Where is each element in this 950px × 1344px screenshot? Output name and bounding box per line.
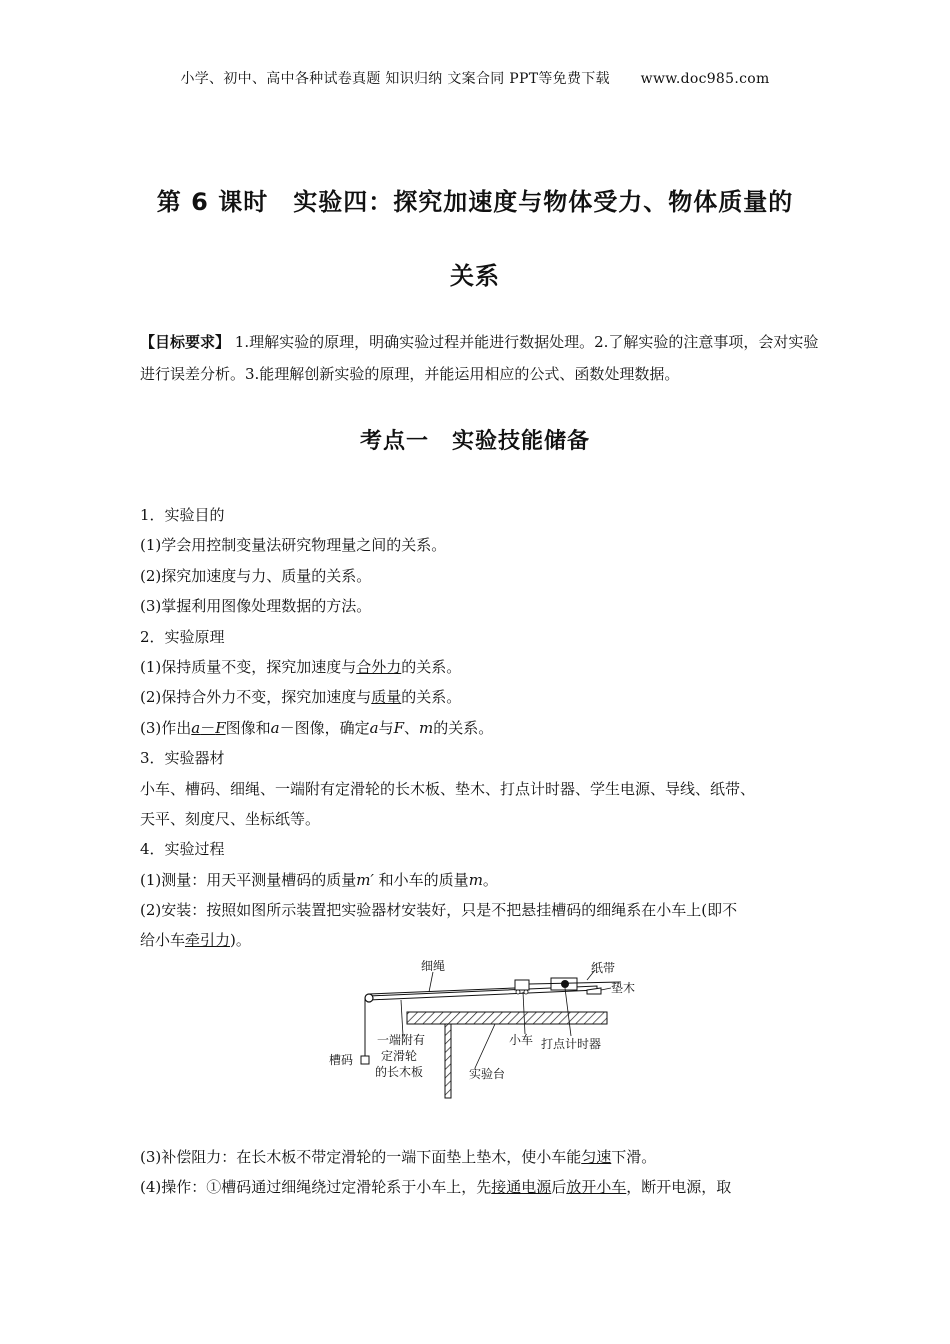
purpose-item-2: (2)探究加速度与力、质量的关系。 [140, 566, 372, 585]
car-icon [515, 980, 529, 990]
label-board-1: 一端附有 [377, 1033, 426, 1047]
equipment-line-1: 小车、槽码、细绳、一端附有定滑轮的长木板、垫木、打点计时器、学生电源、导线、纸带、 [140, 779, 756, 798]
label-car: 小车 [509, 1033, 534, 1047]
procedure-item-2: (2)安装：按照如图所示装置把实验器材安装好，只是不把悬挂槽码的细绳系在小车上(即不 [140, 901, 738, 920]
principle-item-1: (1)保持质量不变，探究加速度与合外力的关系。 [140, 657, 462, 676]
pulley-icon [365, 994, 373, 1002]
purpose-item-3: (3)掌握利用图像处理数据的方法。 [140, 597, 372, 616]
answer-blank: 质量 [371, 688, 402, 707]
header-site[interactable]: www.doc985.com [640, 71, 770, 87]
answer-blank: 合外力 [356, 657, 402, 676]
page-header [0, 68, 950, 88]
label-board-3: 的长木板 [375, 1065, 424, 1079]
answer-blank: 牵引力 [185, 931, 231, 950]
apparatus-svg [325, 960, 645, 1100]
procedure-item-2-cont: 给小车牵引力)。 [140, 931, 251, 950]
label-tape: 纸带 [591, 961, 616, 975]
answer-blank: 匀速 [581, 1148, 612, 1166]
principle-item-3: (3)作出a－F图像和a－图像，确定a与F、m的关系。 [140, 718, 494, 737]
heading-principle: 2．实验原理 [140, 627, 225, 646]
answer-blank: a－F [191, 718, 226, 737]
principle-item-2: (2)保持合外力不变，探究加速度与质量的关系。 [140, 688, 462, 707]
answer-blank: 接通电源 [491, 1178, 552, 1197]
content-block-2 [140, 1142, 830, 1203]
lesson-title-line1: 第 6 课时 实验四：探究加速度与物体受力、物体质量的 [156, 188, 794, 216]
label-board-2: 定滑轮 [381, 1049, 418, 1063]
label-rope: 细绳 [421, 960, 446, 973]
answer-blank: 放开小车 [566, 1178, 627, 1197]
table-leg [445, 1024, 451, 1098]
apparatus-diagram [325, 960, 645, 1100]
heading-procedure: 4．实验过程 [140, 840, 225, 859]
goals-text: 1.理解实验的原理，明确实验过程并能进行数据处理。2.了解实验的注意事项，会对实验进行误差分析。3.能理解创新实验的原理，并能运用相应的公式、函数处理数据。 [140, 333, 819, 383]
goals-tag: 【目标要求】 [140, 333, 231, 351]
procedure-item-4: (4)操作：①槽码通过细绳绕过定滑轮系于小车上，先接通电源后放开小车，断开电源，取 [140, 1178, 732, 1197]
content-block-1 [140, 500, 830, 956]
procedure-item-1: (1)测量：用天平测量槽码的质量m′ 和小车的质量m。 [140, 870, 498, 889]
label-timer: 打点计时器 [541, 1037, 602, 1051]
header-text: 小学、初中、高中各种试卷真题 知识归纳 文案合同 PPT等免费下载 [180, 71, 610, 87]
label-weight: 槽码 [329, 1053, 354, 1067]
section-title: 考点一 实验技能储备 [359, 429, 590, 454]
heading-equipment: 3．实验器材 [140, 749, 225, 768]
lesson-title-line2: 关系 [450, 262, 500, 290]
equipment-line-2: 天平、刻度尺、坐标纸等。 [140, 809, 321, 828]
learning-goals [140, 326, 820, 390]
weight-block-icon [361, 1056, 369, 1064]
table-top [407, 1012, 607, 1024]
label-pad: 垫木 [611, 981, 636, 995]
label-table: 实验台 [469, 1067, 506, 1081]
procedure-item-3: (3)补偿阻力：在长木板不带定滑轮的一端下面垫上垫木，使小车能匀速下滑。 [140, 1148, 657, 1166]
purpose-item-1: (1)学会用控制变量法研究物理量之间的关系。 [140, 536, 447, 555]
heading-purpose: 1．实验目的 [140, 506, 225, 524]
